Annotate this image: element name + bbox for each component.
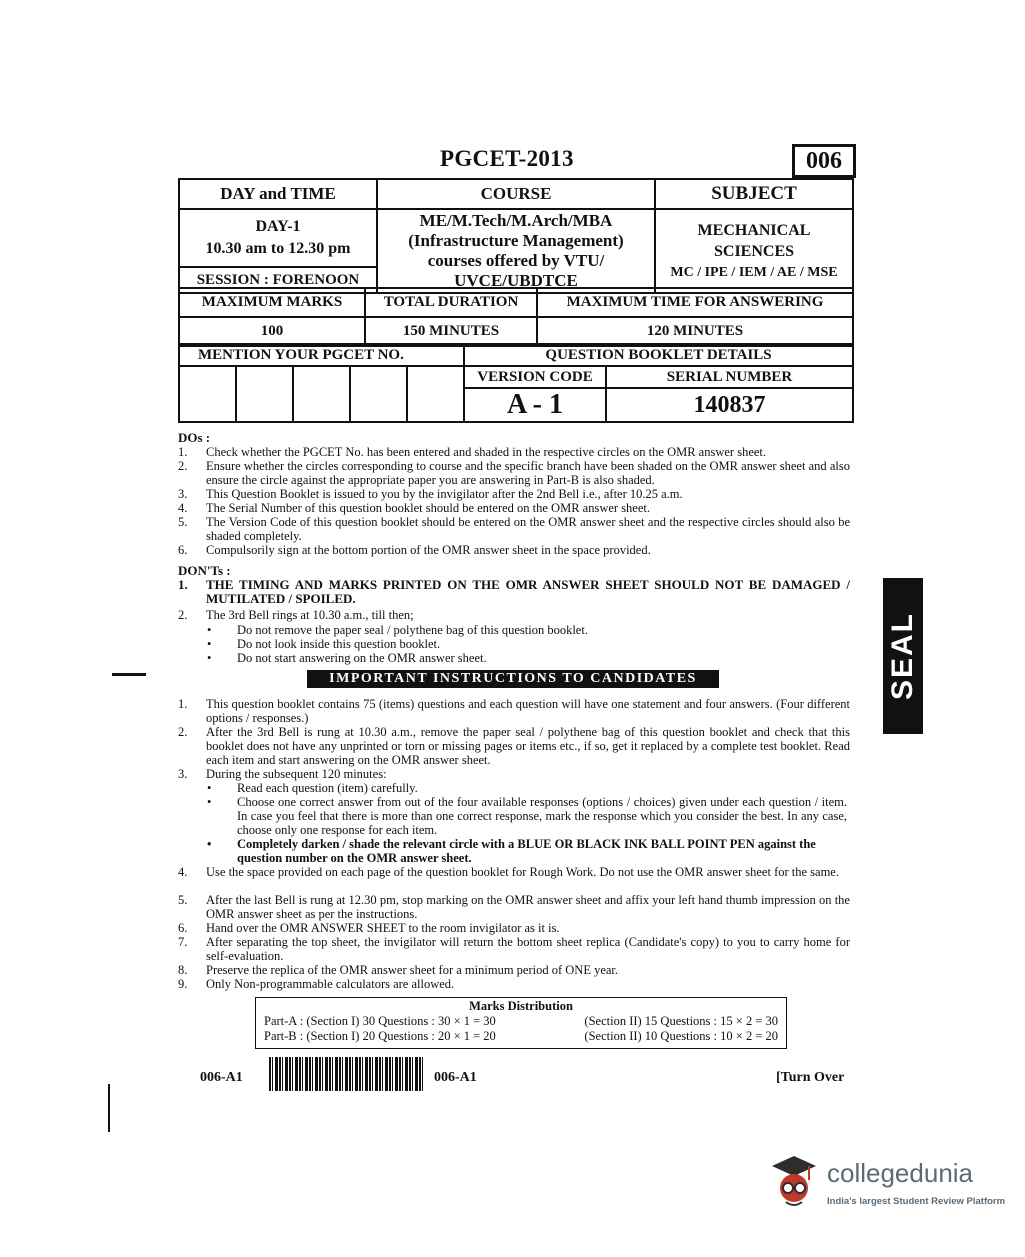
item-number: 4. (178, 501, 188, 515)
part-a-section-1: Part-A : (Section I) 30 Questions : 30 × 1 = 30 (264, 1014, 496, 1028)
subject-line-2: SCIENCES (713, 242, 795, 260)
time-label: 10.30 am to 12.30 pm (205, 240, 351, 257)
donts-bullet: • Do not remove the paper seal / polythene bag of this question booklet. (207, 623, 588, 637)
item-text: Compulsorily sign at the bottom portion of the OMR answer sheet in the space provided. (206, 543, 651, 557)
max-marks-value: 100 (179, 317, 365, 346)
course-line-4: UVCE/UBDTCE (454, 271, 578, 290)
instruction-item (178, 977, 850, 991)
exam-title: PGCET-2013 (440, 146, 574, 171)
item-number: 2. (178, 459, 188, 473)
item-number: 6. (178, 543, 188, 557)
footer-code-right: 006-A1 (434, 1070, 477, 1085)
item-text: The Serial Number of this question booklet should be entered on the OMR answer sheet. (206, 501, 651, 515)
donts-item (178, 608, 850, 622)
item-text: Only Non-programmable calculators are allowed. (206, 977, 455, 991)
instruction-item (178, 963, 850, 977)
item-number: 5. (178, 515, 188, 529)
important-instructions-banner: IMPORTANT INSTRUCTIONS TO CANDIDATES (307, 670, 719, 688)
course-cell (377, 209, 655, 293)
version-code-value: A - 1 (464, 388, 606, 422)
instruction-item (178, 697, 850, 725)
dos-item (178, 445, 850, 459)
part-b-section-1: Part-B : (Section I) 20 Questions : 20 × 1 = 20 (264, 1029, 496, 1043)
item-number: 3. (178, 487, 188, 501)
bullet-text: Completely darken / shade the relevant circle with a BLUE OR BLACK INK BALL POINT PEN against the question number on the OMR answer sheet. (237, 837, 816, 865)
day-label: DAY-1 (255, 218, 301, 235)
pgcet-booklet-table (178, 343, 854, 423)
serial-number-value: 140837 (606, 388, 853, 422)
donts-item (178, 578, 850, 606)
marks-distribution-box (255, 997, 787, 1049)
margin-mark (112, 673, 146, 676)
seal-tab (883, 578, 923, 734)
day-time-cell (179, 209, 377, 293)
pgcet-digit-box[interactable] (350, 366, 407, 422)
session-label: SESSION : FORENOON (196, 272, 360, 288)
bullet-text: Read each question (item) carefully. (237, 781, 418, 795)
item-number: 2. (178, 608, 188, 622)
dos-item (178, 515, 850, 543)
instruction-bullet: • Read each question (item) carefully. (207, 781, 418, 795)
item-text: This Question Booklet is issued to you by the invigilator after the 2nd Bell i.e., after 10.25 a.m. (206, 487, 683, 501)
dos-item (178, 543, 850, 557)
item-number: 2. (178, 725, 188, 739)
seal-label: SEAL (886, 611, 919, 701)
item-text: THE TIMING AND MARKS PRINTED ON THE OMR ANSWER SHEET SHOULD NOT BE DAMAGED / MUTILATED / SPOILED. (206, 577, 850, 606)
donts-bullet: • Do not look inside this question booklet. (207, 637, 441, 651)
part-a-row (256, 1014, 786, 1029)
max-time-header: MAXIMUM TIME FOR ANSWERING (537, 288, 853, 317)
barcode (269, 1057, 423, 1091)
donts-heading: DON'Ts : (178, 563, 231, 578)
item-text: Hand over the OMR ANSWER SHEET to the room invigilator as it is. (206, 921, 560, 935)
instruction-item (178, 725, 850, 767)
item-number: 1. (178, 697, 188, 711)
instruction-bullet: • Choose one correct answer from out of the four available responses (options / choices) given under each question / item. In case you feel that there is more than one correct response, mark the response which you consider the best. In any case, choose only one response for each item. (207, 795, 847, 837)
item-number: 1. (178, 445, 188, 459)
marks-distribution-title: Marks Distribution (469, 999, 573, 1013)
pgcet-digit-box[interactable] (236, 366, 293, 422)
part-b-row (256, 1029, 786, 1044)
item-number: 4. (178, 865, 188, 879)
part-b-section-2: (Section II) 10 Questions : 10 × 2 = 20 (584, 1029, 778, 1043)
pgcet-digit-box[interactable] (407, 366, 464, 422)
item-number: 7. (178, 935, 188, 949)
collegedunia-tagline: India's largest Student Review Platform (827, 1196, 1006, 1207)
subject-line-3: MC / IPE / IEM / AE / MSE (670, 264, 838, 280)
item-text: After the 3rd Bell is rung at 10.30 a.m., remove the paper seal / polythene bag of this question booklet and check that this booklet does not have any unprinted or torn or missing pages or items etc., if so, get it replaced by a complete test booklet. Read each item and start answering on the OMR answer sheet. (206, 725, 850, 767)
part-a-section-2: (Section II) 15 Questions : 15 × 2 = 30 (584, 1014, 778, 1028)
instruction-bullet: • Completely darken / shade the relevant circle with a BLUE OR BLACK INK BALL POINT PEN against the question number on the OMR answer sheet. (207, 837, 847, 865)
subject-line-1: MECHANICAL (697, 221, 811, 239)
donts-bullet: • Do not start answering on the OMR answer sheet. (207, 651, 487, 665)
booklet-details-header: QUESTION BOOKLET DETAILS (464, 344, 853, 366)
course-header: COURSE (377, 179, 655, 209)
item-text: After separating the top sheet, the invigilator will return the bottom sheet replica (Candidate's copy) to you to carry home for self-evaluation. (206, 935, 850, 963)
dos-item (178, 501, 850, 515)
exam-info-table (178, 178, 854, 294)
version-code-header: VERSION CODE (464, 366, 606, 388)
pgcet-digit-box[interactable] (179, 366, 236, 422)
instruction-item (178, 893, 850, 921)
item-text: Preserve the replica of the OMR answer sheet for a minimum period of ONE year. (206, 963, 619, 977)
instruction-item (178, 865, 850, 879)
item-text: After the last Bell is rung at 12.30 pm, stop marking on the OMR answer sheet and affix your left hand thumb impression on the OMR answer sheet as per the instructions. (206, 893, 850, 921)
max-time-value: 120 MINUTES (537, 317, 853, 346)
instruction-item (178, 921, 850, 935)
item-number: 9. (178, 977, 188, 991)
item-text: During the subsequent 120 minutes: (206, 767, 387, 781)
course-line-2: (Infrastructure Management) (408, 231, 624, 250)
instruction-item (178, 935, 850, 963)
day-time-header: DAY and TIME (179, 179, 377, 209)
item-number: 1. (178, 577, 188, 592)
margin-mark (108, 1084, 110, 1132)
collegedunia-wordmark: collegedunia (827, 1158, 974, 1188)
marks-duration-table (178, 287, 854, 347)
total-duration-header: TOTAL DURATION (365, 288, 537, 317)
item-text: Ensure whether the circles corresponding to course and the specific branch have been shaded on the OMR answer sheet and also ensure the circle against the appropriate paper you are answering in Part-B is also shaded. (206, 459, 850, 487)
bullet-text: Do not start answering on the OMR answer sheet. (237, 651, 487, 665)
item-number: 8. (178, 963, 188, 977)
max-marks-header: MAXIMUM MARKS (179, 288, 365, 317)
dos-heading: DOs : (178, 430, 211, 445)
course-line-1: ME/M.Tech/M.Arch/MBA (419, 211, 613, 230)
dos-item (178, 487, 850, 501)
dos-item (178, 459, 850, 487)
item-text: The 3rd Bell rings at 10.30 a.m., till then; (206, 608, 414, 622)
bullet-text: Do not look inside this question booklet. (237, 637, 441, 651)
bullet-text: Choose one correct answer from out of the four available responses (options / choices) given under each question / item. In case you feel that there is more than one correct response, mark the response which you consider the best. In any case, choose only one response for each item. (237, 795, 847, 837)
mention-pgcet-header: MENTION YOUR PGCET NO. (179, 344, 464, 366)
item-number: 3. (178, 767, 188, 781)
item-number: 5. (178, 893, 188, 907)
subject-cell (655, 209, 853, 293)
course-line-3: courses offered by VTU/ (427, 251, 605, 270)
item-number: 6. (178, 921, 188, 935)
total-duration-value: 150 MINUTES (365, 317, 537, 346)
bullet-text: Do not remove the paper seal / polythene bag of this question booklet. (237, 623, 588, 637)
item-text: The Version Code of this question booklet should be entered on the OMR answer sheet and the respective circles should also be shaded completely. (206, 515, 850, 543)
serial-number-header: SERIAL NUMBER (606, 366, 853, 388)
turn-over-label: [Turn Over (776, 1070, 845, 1085)
collegedunia-logo-icon (768, 1152, 820, 1212)
subject-header: SUBJECT (655, 179, 853, 209)
instruction-item (178, 767, 850, 781)
paper-code-box: 006 (792, 144, 856, 178)
item-text: Check whether the PGCET No. has been entered and shaded in the respective circles on the OMR answer sheet. (206, 445, 767, 459)
footer-code-left: 006-A1 (200, 1070, 243, 1085)
pgcet-digit-box[interactable] (293, 366, 350, 422)
item-text: This question booklet contains 75 (items) questions and each question will have one statement and four answers. (Four different options / responses.) (206, 697, 850, 725)
item-text: Use the space provided on each page of the question booklet for Rough Work. Do not use the OMR answer sheet for the same. (206, 865, 839, 879)
